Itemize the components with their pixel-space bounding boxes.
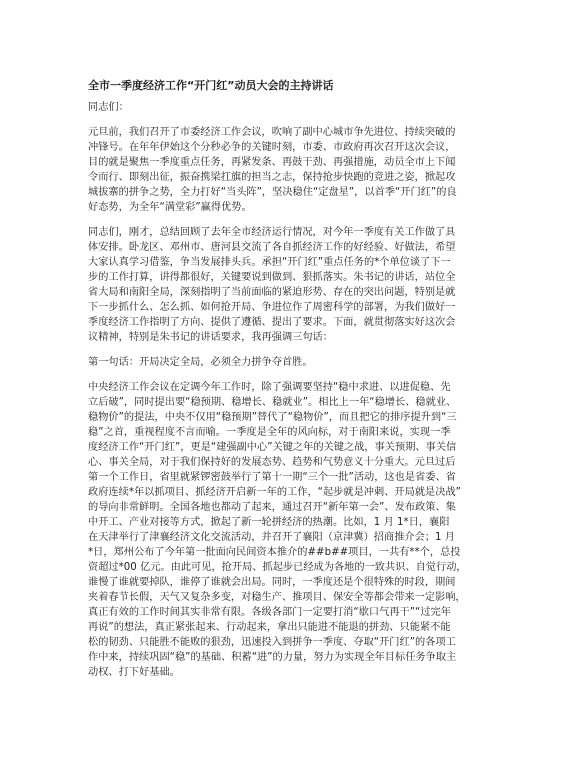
text-line: 第一句话：开局决定全局，必须全力拼争夺首胜。	[88, 357, 313, 368]
text-line: 议精神，特别是朱书记的讲话要求，我再强调三句话：	[88, 332, 333, 343]
text-line: 稳物价”的提法，中央不仅用“稳预期”替代了“稳物价”，而且把它的排序提升到“三	[88, 412, 457, 423]
text-line: 步的工作打算，讲得都很好，关键要说到做到、狠抓落实。朱书记的讲话，站位全	[88, 272, 456, 283]
text-line: 资超过*00 亿元。由此可见，抢开局、抓起步已经成为各地的一致共识、自觉行动，	[88, 562, 467, 573]
text-line: 省大局和南阳全局，深刻指明了当前面临的紧迫形势、存在的突出问题，特别是就	[88, 287, 456, 298]
text-line: 元旦前，我们召开了市委经济工作会议，吹响了副中心城市争先进位、持续突破的	[88, 127, 456, 138]
text-line: 第一个工作日，省里就紧锣密鼓举行了第十一期“三个一批”活动，这也是省委、省	[88, 472, 456, 483]
text-line: 政府连续*年以抓项目、抓经济开启新一年的工作，“起步就是冲刺、开局就是决战”	[88, 487, 461, 498]
text-line: 大家认真学习借鉴，争当发展排头兵。承担“开门红”重点任务的*个单位谈了下一	[88, 257, 451, 268]
text-line: 稳”之首，重视程度不言而喻。一季度是全年的风向标，对于南阳来说，实现一季	[88, 427, 451, 438]
text-line: 动权、打下好基础。	[88, 667, 180, 678]
text-line: 下一步抓什么、怎么抓、如何抢开局、争进位作了周密科学的部署，为我们做好一	[88, 302, 456, 313]
text-line: 松的韧劲、只能胜不能败的狠劲，迅速投入到拼争一季度、夺取“开门红”的各项工	[88, 637, 456, 648]
text-line: 目的就是聚焦一季度重点任务，再紧发条、再鼓干劲、再强措施，动员全市上下闻	[88, 157, 456, 168]
text-line: 同志们：	[88, 102, 129, 113]
text-line: 真正有效的工作时间其实非常有限。各级各部门一定要打消“歇口气再干”“过完年	[88, 607, 451, 618]
text-line: *日，郑州公布了今年第一批面向民间资本推介的##b##项目，一共有**个，总投	[88, 547, 461, 558]
text-line: 同志们，刚才，总结回顾了去年全市经济运行情况，对今年一季度有关工作做了具	[88, 227, 456, 238]
text-line: 立后破”，同时提出要“稳预期、稳增长、稳就业”。相比上一年“稳增长、稳就业、	[88, 397, 457, 408]
text-line: 体安排。卧龙区、邓州市、唐河县交流了各自抓经济工作的好经验、好做法，希望	[88, 242, 456, 253]
text-line: 的导向非常鲜明。全国各地也都动了起来，通过召开“新年第一会”、发布政策、集	[88, 502, 456, 513]
text-line: 度经济工作“开门红”，更是“建强副中心”关键之年的关键之战，事关预期、事关信	[88, 442, 457, 453]
text-line: 城拔寨的拼争之势，全力打好“当头阵”，坚决稳住“定盘星”，以首季“开门红”的良	[88, 187, 457, 198]
text-line: 冲锋号。在年年伊始这个分秒必争的关键时刻，市委、市政府再次召开这次会议，	[88, 142, 456, 153]
text-line: 中开工、产业对接等方式，掀起了新一轮拼经济的热潮。比如，1 月 1*日，襄阳	[88, 517, 450, 528]
text-line: 在天津举行了津襄经济文化交流活动，并召开了襄阳（京津冀）招商推介会；1 月	[88, 532, 456, 543]
text-line: 令而行、即刻出征，振奋携梁扛旗的担当之志，保持抢步快跑的竞进之姿，掀起攻	[88, 172, 456, 183]
text-line: 再说”的想法，真正紧张起来、行动起来，拿出只能进不能退的拼劲、只能紧不能	[88, 622, 451, 633]
text-line: 谁慢了谁就要掉队，谁停了谁就会出局。同时，一季度还是个很特殊的时段，期间	[88, 577, 456, 588]
text-line: 中央经济工作会议在定调今年工作时，除了强调要坚持“稳中求进、以进促稳、先	[88, 382, 451, 393]
text-line: 作中来，持续巩固“稳”的基础、积蓄“进”的力量，努力为实现全年目标任务争取主	[88, 652, 457, 663]
document-title: 全市一季度经济工作“开门红”动员大会的主持讲话	[88, 79, 334, 92]
text-line: 季度经济工作指明了方向、提供了遵循、提出了要求。下面，就贯彻落实好这次会	[88, 317, 456, 328]
text-line: 好态势，为全年“满堂彩”赢得优势。	[88, 202, 252, 213]
text-line: 心、事关全局，对于我们保持好的发展态势、趋势和气势意义十分重大。元旦过后	[88, 457, 456, 468]
text-line: 夹着春节长假，天气又复杂多变，对稳生产、推项目、保安全等都会带来一定影响，	[88, 592, 466, 603]
